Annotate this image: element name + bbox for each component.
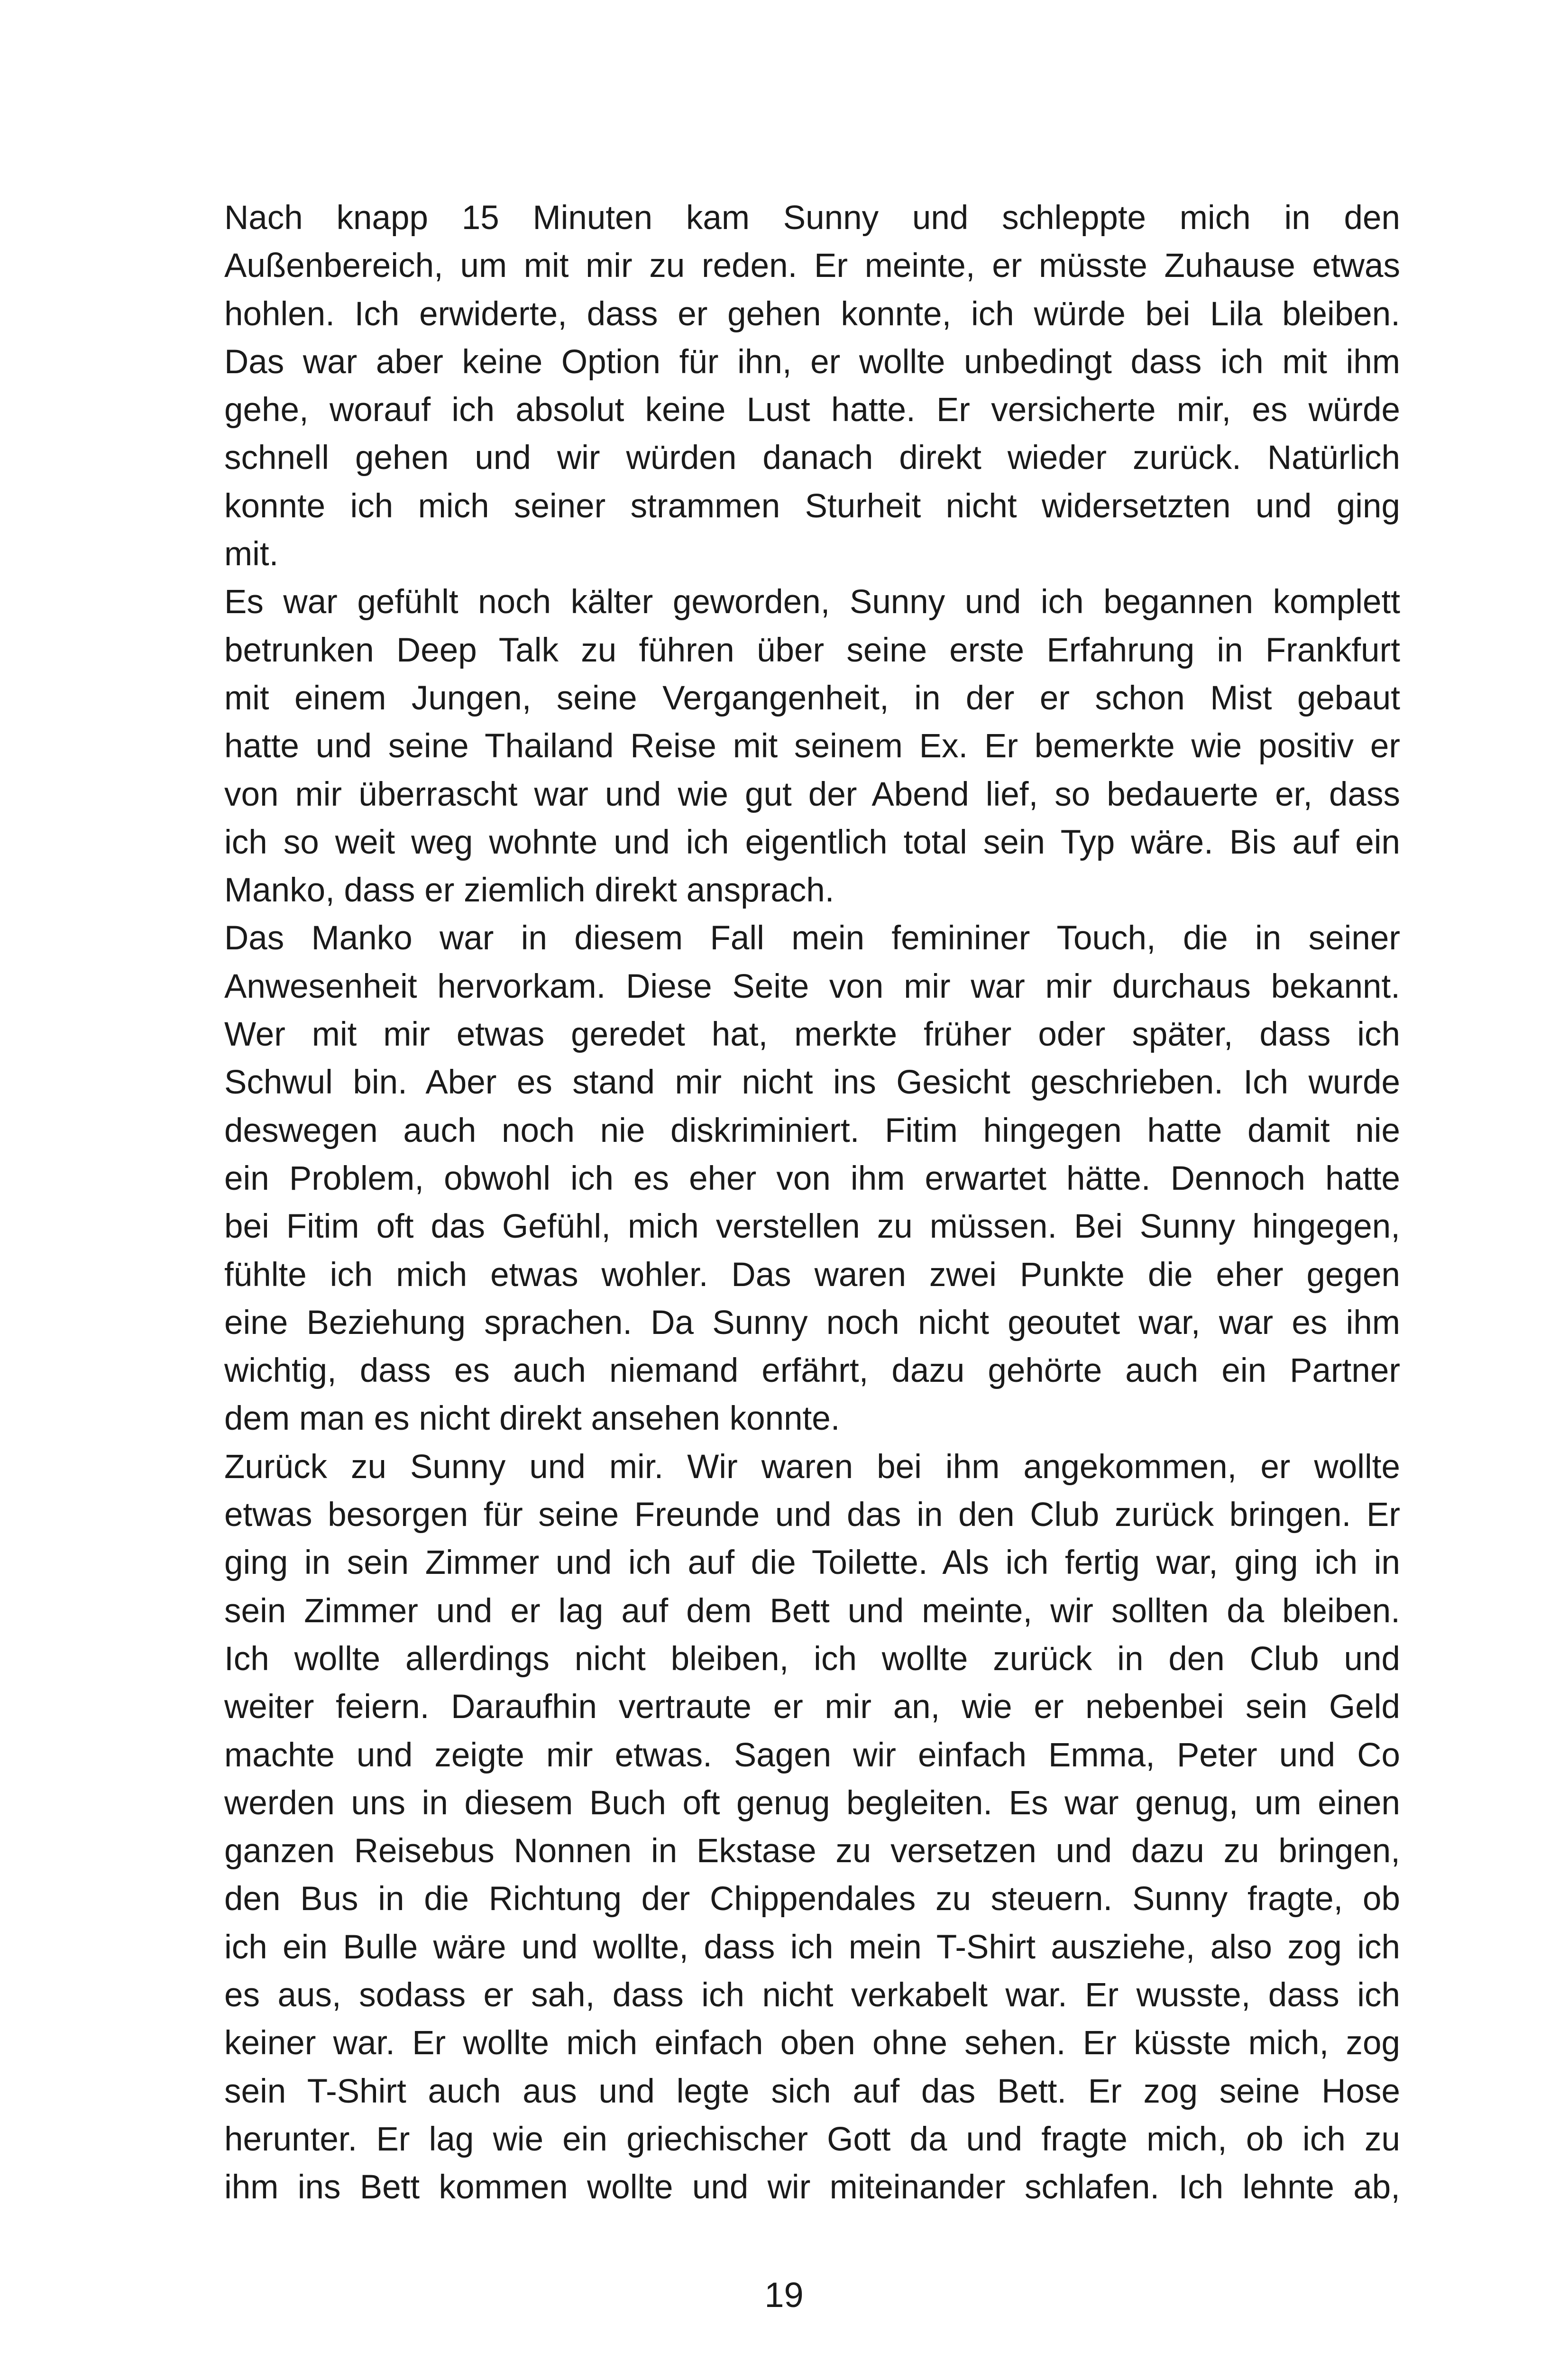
- text-line: Nach knapp 15 Minuten kam Sunny und schleppte mich in den: [224, 199, 1400, 237]
- text-line: gehe, worauf ich absolut keine Lust hatte. Er versicherte mir, es würde: [224, 391, 1400, 429]
- text-line: ich so weit weg wohnte und ich eigentlich total sein Typ wäre. Bis auf ein: [224, 823, 1400, 861]
- text-line: Ich wollte allerdings nicht bleiben, ich wollte zurück in den Club und: [224, 1640, 1400, 1678]
- text-line: von mir überrascht war und wie gut der Abend lief, so bedauerte er, dass: [224, 775, 1400, 813]
- text-line: Wer mit mir etwas geredet hat, merkte früher oder später, dass ich: [224, 1016, 1400, 1054]
- page-number: 19: [764, 2275, 804, 2315]
- paragraph-4: [224, 1443, 1400, 2212]
- text-line: es aus, sodass er sah, dass ich nicht verkabelt war. Er wusste, dass ich: [224, 1976, 1400, 2014]
- paragraph-1: [224, 194, 1400, 578]
- text-line: Außenbereich, um mit mir zu reden. Er meinte, er müsste Zuhause etwas: [224, 247, 1400, 285]
- text-line: Schwul bin. Aber es stand mir nicht ins Gesicht geschrieben. Ich wurde: [224, 1064, 1400, 1102]
- text-line: wichtig, dass es auch niemand erfährt, dazu gehörte auch ein Partner: [224, 1352, 1400, 1390]
- text-line: betrunken Deep Talk zu führen über seine erste Erfahrung in Frankfurt: [224, 631, 1400, 669]
- text-line: Es war gefühlt noch kälter geworden, Sunny und ich begannen komplett: [224, 583, 1400, 621]
- text-line: mit einem Jungen, seine Vergangenheit, in der er schon Mist gebaut: [224, 679, 1400, 717]
- text-line: weiter feiern. Daraufhin vertraute er mir an, wie er nebenbei sein Geld: [224, 1688, 1400, 1726]
- text-line: Anwesenheit hervorkam. Diese Seite von mir war mir durchaus bekannt.: [224, 967, 1400, 1005]
- text-line: werden uns in diesem Buch oft genug begleiten. Es war genug, um einen: [224, 1784, 1400, 1822]
- text-line: etwas besorgen für seine Freunde und das in den Club zurück bringen. Er: [224, 1496, 1400, 1534]
- text-line: ein Problem, obwohl ich es eher von ihm erwartet hätte. Dennoch hatte: [224, 1159, 1400, 1197]
- text-line: Das war aber keine Option für ihn, er wollte unbedingt dass ich mit ihm: [224, 343, 1400, 381]
- text-line: Zurück zu Sunny und mir. Wir waren bei ihm angekommen, er wollte: [224, 1448, 1400, 1486]
- text-line: mit.: [224, 535, 279, 573]
- text-line: sein Zimmer und er lag auf dem Bett und meinte, wir sollten da bleiben.: [224, 1592, 1400, 1630]
- paragraph-2: [224, 578, 1400, 914]
- text-line: machte und zeigte mir etwas. Sagen wir einfach Emma, Peter und Co: [224, 1736, 1400, 1774]
- text-line: ich ein Bulle wäre und wollte, dass ich mein T-Shirt ausziehe, also zog ich: [224, 1928, 1400, 1966]
- text-line: dem man es nicht direkt ansehen konnte.: [224, 1400, 840, 1438]
- text-line: hohlen. Ich erwiderte, dass er gehen konnte, ich würde bei Lila bleiben.: [224, 295, 1400, 333]
- text-line: Manko, dass er ziemlich direkt ansprach.: [224, 872, 834, 910]
- text-line: schnell gehen und wir würden danach direkt wieder zurück. Natürlich: [224, 439, 1400, 477]
- paragraph-3: [224, 914, 1400, 1443]
- text-line: hatte und seine Thailand Reise mit seinem Ex. Er bemerkte wie positiv er: [224, 727, 1400, 765]
- text-line: den Bus in die Richtung der Chippendales zu steuern. Sunny fragte, ob: [224, 1880, 1400, 1918]
- text-line: ging in sein Zimmer und ich auf die Toilette. Als ich fertig war, ging ich in: [224, 1544, 1400, 1582]
- text-line: Das Manko war in diesem Fall mein femininer Touch, die in seiner: [224, 919, 1400, 957]
- text-line: konnte ich mich seiner strammen Sturheit nicht widersetzten und ging: [224, 487, 1400, 525]
- text-line: sein T-Shirt auch aus und legte sich auf das Bett. Er zog seine Hose: [224, 2072, 1400, 2110]
- text-line: deswegen auch noch nie diskriminiert. Fitim hingegen hatte damit nie: [224, 1112, 1400, 1149]
- text-line: keiner war. Er wollte mich einfach oben ohne sehen. Er küsste mich, zog: [224, 2024, 1400, 2062]
- body-text: [224, 194, 1400, 2211]
- text-line: herunter. Er lag wie ein griechischer Gott da und fragte mich, ob ich zu: [224, 2120, 1400, 2158]
- text-line: eine Beziehung sprachen. Da Sunny noch nicht geoutet war, war es ihm: [224, 1304, 1400, 1342]
- text-line: ganzen Reisebus Nonnen in Ekstase zu versetzen und dazu zu bringen,: [224, 1832, 1400, 1870]
- text-line: bei Fitim oft das Gefühl, mich verstellen zu müssen. Bei Sunny hingegen,: [224, 1208, 1400, 1246]
- text-line: fühlte ich mich etwas wohler. Das waren zwei Punkte die eher gegen: [224, 1256, 1400, 1294]
- text-line: ihm ins Bett kommen wollte und wir miteinander schlafen. Ich lehnte ab,: [224, 2169, 1400, 2206]
